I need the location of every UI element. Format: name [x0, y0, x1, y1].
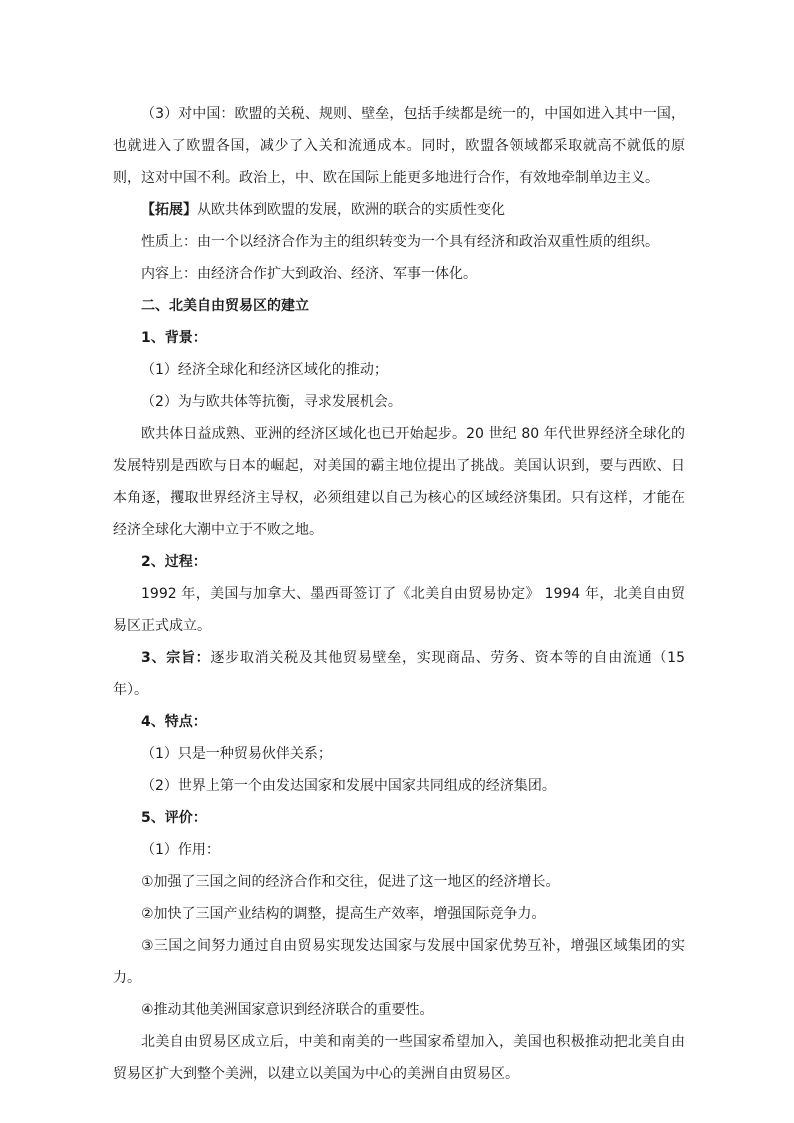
paragraph-extension	[113, 194, 685, 226]
paragraph-nature: 性质上：由一个以经济合作为主的组织转变为一个具有经济和政治双重性质的组织。	[141, 234, 659, 250]
list-item-background-1: （1）经济全球化和经济区域化的推动；	[141, 362, 388, 378]
list-item-effect-3: ③三国之间努力通过自由贸易实现发达国家与发展中国家优势互补，增强区域集团的实力。	[113, 938, 685, 986]
purpose-text: 逐步取消关税及其他贸易壁垒，实现商品、劳务、资本等的自由流通（15 年）。	[113, 650, 685, 698]
subheading-features: 4、特点：	[141, 714, 207, 730]
list-item-feature-2: （2）世界上第一个由发达国家和发展中国家共同组成的经济集团。	[141, 778, 556, 794]
paragraph-process: 1992 年，美国与加拿大、墨西哥签订了《北美自由贸易协定》 1994 年，北美自由贸易区正式成立。	[113, 586, 685, 634]
paragraph-content: 内容上：由经济合作扩大到政治、经济、军事一体化。	[141, 266, 477, 282]
list-item-effect-2: ②加快了三国产业结构的调整，提高生产效率，增强国际竞争力。	[141, 906, 546, 922]
paragraph-background-detail: 欧共体日益成熟、亚洲的经济区域化也已开始起步。20 世纪 80 年代世界经济全球化的发展特别是西欧与日本的崛起，对美国的霸主地位提出了挑战。美国认识到，要与西欧、日本角逐，攫取世界经济主导权，必须组建以自己为核心的区域经济集团。只有这样，才能在经济全球化大潮中立于不败之地。	[113, 426, 685, 538]
list-item-feature-1: （1）只是一种贸易伙伴关系；	[141, 746, 332, 762]
subheading-evaluation: 5、评价：	[141, 810, 207, 826]
subheading-process: 2、过程：	[141, 554, 207, 570]
list-item-background-2: （2）为与欧共体等抗衡，寻求发展机会。	[141, 394, 402, 410]
extension-tag: 【拓展】	[141, 202, 197, 218]
section-heading-nafta: 二、北美自由贸易区的建立	[141, 298, 309, 314]
purpose-tag: 3、宗旨：	[141, 650, 211, 666]
list-item-effect-1: ①加强了三国之间的经济合作和交往，促进了这一地区的经济增长。	[141, 874, 560, 890]
paragraph-expansion: 北美自由贸易区成立后，中美和南美的一些国家希望加入，美国也积极推动把北美自由贸易区扩大到整个美洲，以建立以美国为中心的美洲自由贸易区。	[113, 1034, 685, 1082]
paragraph-purpose	[113, 642, 685, 706]
subheading-background: 1、背景：	[141, 330, 207, 346]
document-body	[113, 98, 685, 1090]
paragraph-china-impact: （3）对中国：欧盟的关税、规则、壁垒，包括手续都是统一的，中国如进入其中一国，也就进入了欧盟各国，减少了入关和流通成本。同时，欧盟各领域都采取就高不就低的原则，这对中国不利。政治上，中、欧在国际上能更多地进行合作，有效地牵制单边主义。	[113, 106, 685, 186]
list-item-effect-4: ④推动其他美洲国家意识到经济联合的重要性。	[141, 1002, 434, 1018]
list-item-effect-heading: （1）作用：	[141, 842, 220, 858]
extension-text: 从欧共体到欧盟的发展，欧洲的联合的实质性变化	[197, 202, 505, 218]
